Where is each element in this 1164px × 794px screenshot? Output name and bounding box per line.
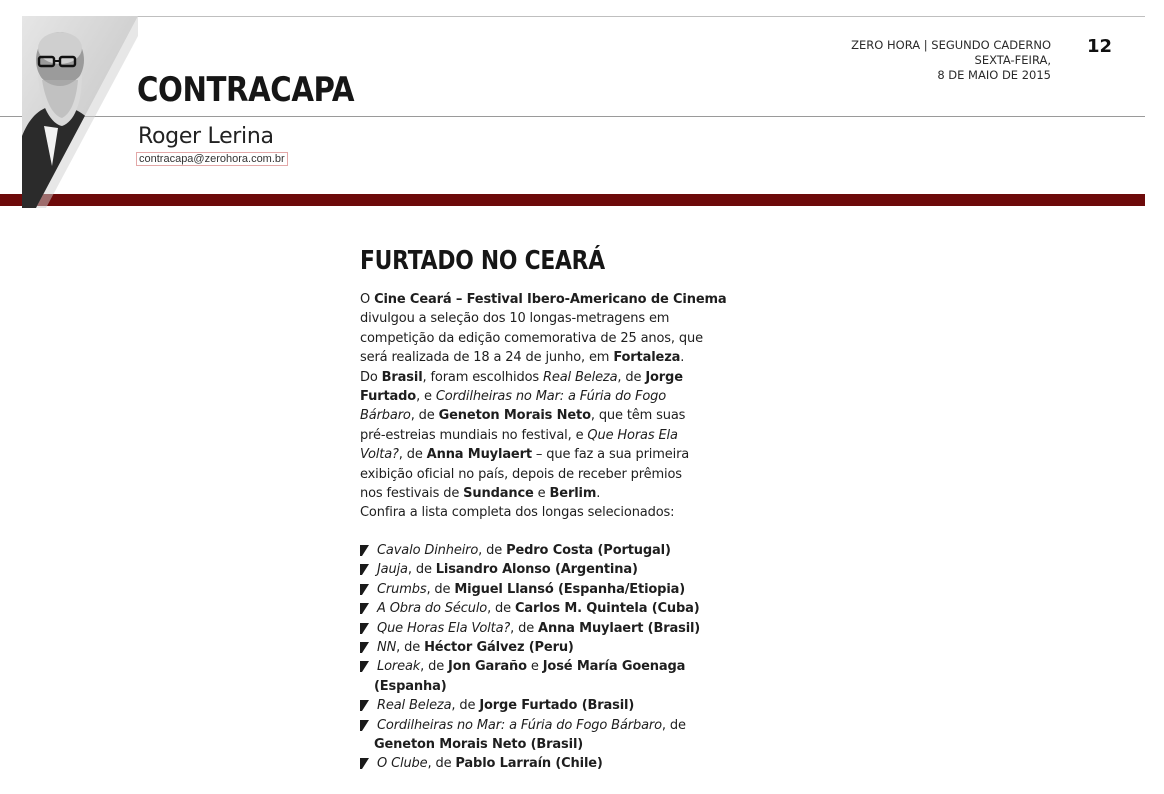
triangle-bullet-icon	[360, 661, 369, 672]
body-line: Volta?, de Anna Muylaert – que faz a sua primeira	[360, 447, 690, 463]
article	[360, 246, 760, 774]
page-number: 12	[1087, 36, 1113, 57]
film-list-item: Cavalo Dinheiro, de Pedro Costa (Portugal)	[360, 541, 760, 560]
film-list-item: Jauja, de Lisandro Alonso (Argentina)	[360, 560, 760, 579]
body-line: será realizada de 18 a 24 de junho, em Fortaleza.	[360, 350, 685, 366]
body-line: Do Brasil, foram escolhidos Real Beleza, de Jorge	[360, 369, 683, 385]
header-rule	[0, 116, 1145, 117]
accent-bar	[0, 194, 1145, 206]
film-list-item: Loreak, de Jon Garaño e José María Goenaga (Espanha)	[360, 657, 760, 696]
film-list-item: Real Beleza, de Jorge Furtado (Brasil)	[360, 696, 760, 715]
masthead	[851, 38, 1051, 83]
article-headline: FURTADO NO CEARÁ	[360, 246, 605, 276]
film-list-item: NN, de Héctor Gálvez (Peru)	[360, 638, 760, 657]
film-list-item: Que Horas Ela Volta?, de Anna Muylaert (Brasil)	[360, 619, 760, 638]
triangle-bullet-icon	[360, 720, 369, 731]
triangle-bullet-icon	[360, 545, 369, 556]
film-list-item: Cordilheiras no Mar: a Fúria do Fogo Bárbaro, de Geneton Morais Neto (Brasil)	[360, 716, 760, 755]
body-line: Bárbaro, de Geneton Morais Neto, que têm suas	[360, 408, 686, 424]
body-line: nos festivais de Sundance e Berlim.	[360, 486, 601, 502]
article-body	[360, 290, 760, 774]
section-title: CONTRACAPA	[137, 70, 355, 110]
film-list-item: O Clube, de Pablo Larraín (Chile)	[360, 754, 760, 773]
triangle-bullet-icon	[360, 758, 369, 769]
masthead-weekday: SEXTA-FEIRA,	[974, 53, 1051, 67]
masthead-date: 8 DE MAIO DE 2015	[937, 68, 1051, 82]
body-line: Furtado, e Cordilheiras no Mar: a Fúria do Fogo	[360, 389, 667, 405]
triangle-bullet-icon	[360, 603, 369, 614]
triangle-bullet-icon	[360, 642, 369, 653]
triangle-bullet-icon	[360, 623, 369, 634]
body-line: exibição oficial no país, depois de receber prêmios	[360, 466, 682, 482]
film-list-item: Crumbs, de Miguel Llansó (Espanha/Etiopia)	[360, 580, 760, 599]
body-line: O Cine Ceará – Festival Ibero-Americano de Cinema	[360, 292, 727, 307]
columnist-photo	[22, 16, 138, 208]
top-rule	[22, 16, 1145, 17]
triangle-bullet-icon	[360, 564, 369, 575]
body-line: divulgou a seleção dos 10 longas-metragens em	[360, 311, 670, 327]
body-line: Confira a lista completa dos longas selecionados:	[360, 505, 675, 521]
triangle-bullet-icon	[360, 700, 369, 711]
triangle-bullet-icon	[360, 584, 369, 595]
body-line: competição da edição comemorativa de 25 anos, que	[360, 330, 703, 346]
film-list-item: A Obra do Século, de Carlos M. Quintela (Cuba)	[360, 599, 760, 618]
film-list	[360, 541, 760, 774]
author-email-link[interactable]: contracapa@zerohora.com.br	[136, 152, 288, 166]
author-name: Roger Lerina	[138, 124, 274, 149]
masthead-publication: ZERO HORA | SEGUNDO CADERNO	[851, 38, 1051, 52]
body-line: pré-estreias mundiais no festival, e Que Horas Ela	[360, 427, 678, 443]
